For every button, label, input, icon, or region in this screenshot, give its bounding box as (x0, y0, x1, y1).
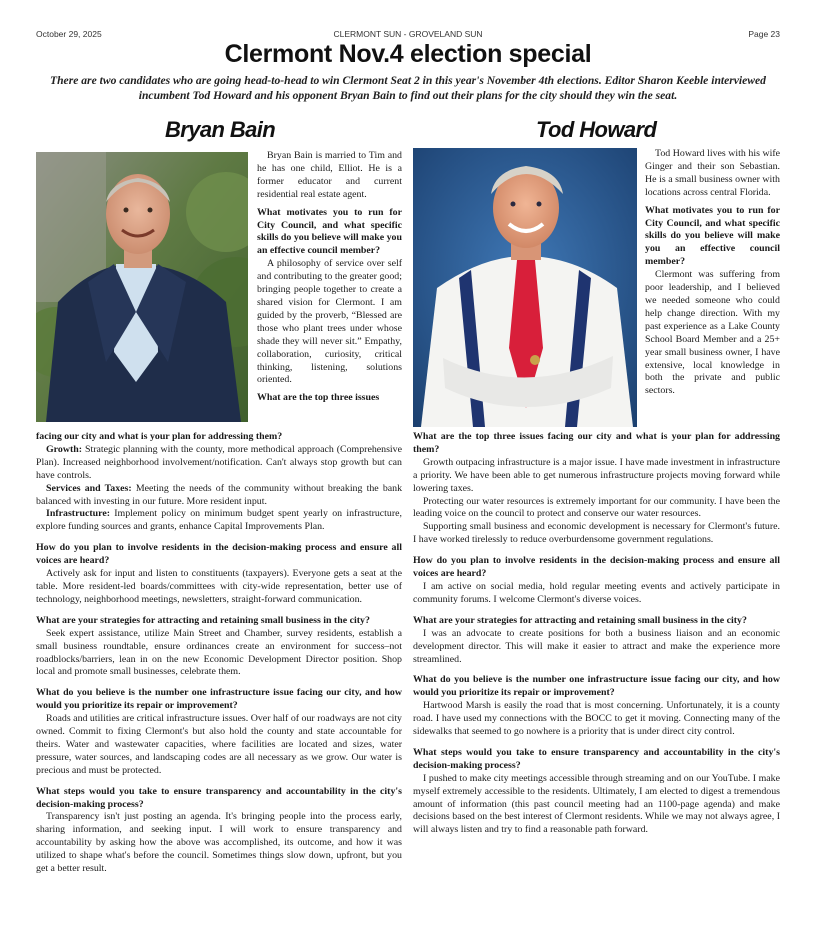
howard-answer-2a: Growth outpacing infrastructure is a major issue. I have made investment in infrastructure a priority. We have been able to get numerous infrastructure projects moving forward while lowering taxes. (413, 456, 780, 494)
howard-answer-6: I pushed to make city meetings accessible through streaming and on our YouTube. I make myself extremely accessible to the residents. Ultimately, I am elected to digest a tremendous amount of information (this past council meeting had an 1100-page agenda) and make decisions based on the best interest of Clermont residents. While we may not always agree, I will always listen and try to find a reasonable path forward. (413, 772, 780, 836)
howard-narrow-column (645, 148, 780, 398)
bain-answer-growth (36, 444, 402, 483)
howard-answer-2c: Supporting small business and economic development is necessary for Clermont's future. I have worked tirelessly to reduce overburdensome government regulations. (413, 521, 780, 546)
page-title: Clermont Nov.4 election special (224, 40, 592, 68)
howard-answer-4: I was an advocate to create positions for both a business liaison and an economic development director. This will make it easier to attract and make the experience more streamlined. (413, 627, 780, 665)
bain-question-2-end: facing our city and what is your plan for addressing them? (36, 431, 283, 442)
bain-photo (36, 152, 248, 422)
infrastructure-label: Infrastructure: (46, 508, 110, 520)
candidate-name-bain: Bryan Bain (165, 117, 276, 142)
bain-answer-services (36, 483, 402, 509)
bain-narrow-column (257, 150, 402, 405)
bain-question-4: What are your strategies for attracting and retaining small business in the city? (36, 614, 370, 626)
bain-answer-infrastructure (36, 508, 402, 534)
howard-question-3: How do you plan to involve residents in the decision-making process and ensure all voices are heard? (413, 555, 780, 580)
page-number: Page 23 (748, 29, 780, 39)
article-deck: There are two candidates who are going head-to-head to win Clermont Seat 2 in this year's November 4th elections. Editor Sharon Keeble interviewed incumbent Tod Howard and his opponent Bryan Bain to find out their plans for the city should they win the seat. (50, 74, 766, 102)
services-text: Meeting the needs of the community without breaking the bank balanced with investing in our future. More resident input. (36, 482, 403, 507)
bain-answer-5: Roads and utilities are critical infrastructure issues. Over half of our roadways are not city owned. Commit to fixing Clermont's but also hold the county and state accountable for theirs. Water and wastewater capacities, where facilities are located and sizes, water pressure, water sources, and landscaping codes are all necessary as we grow. Our water is precious and must be protected. (36, 713, 402, 776)
bain-answer-4: Seek expert assistance, utilize Main Street and Chamber, survey residents, establish a small business roundtable, ensure ordinances create an environment for success–not roadblocks/barriers, lean in on the new Economic Development Director position. Shop local and promote small businesses, celebrate them. (36, 627, 402, 678)
howard-question-6: What steps would you take to ensure transparency and accountability in the city's decision-making process? (413, 746, 780, 771)
bain-portrait-image (36, 152, 248, 422)
bain-question-1: What motivates you to run for City Council, and what specific skills do you believe will make you an effective council member? (257, 206, 402, 257)
howard-question-2: What are the top three issues facing our city and what is your plan for addressing them? (413, 431, 780, 455)
bain-question-6: What steps would you take to ensure transparency and accountability in the city's decision-making process? (36, 785, 402, 810)
howard-answer-5: Hartwood Marsh is easily the road that is most concerning. Unfortunately, it is a county road. I have used my connections with the BOCC to get it moving. Connecting many of the sidewalks that seemed to go nowhere is a priority that is under direct city control. (413, 700, 780, 738)
growth-text: Strategic planning with the county, more methodical approach (Comprehensive Plan). Increased neighborhood involvement/notification. Can't always stop growth but can have controls. (36, 443, 402, 481)
howard-answer-2b: Protecting our water resources is extremely important for our community. I have been the leading voice on the council to protect and conserve our water resources. (413, 495, 780, 520)
bain-question-3: How do you plan to involve residents in the decision-making process and ensure all voices are heard? (36, 542, 402, 567)
bain-question-5: What do you believe is the number one infrastructure issue facing our city, and how would you prioritize its repair or improvement? (36, 687, 402, 712)
bain-bio: Bryan Bain is married to Tim and he has one child, Elliot. He is a former educator and current residential real estate agent. (257, 150, 402, 200)
candidate-name-howard: Tod Howard (536, 117, 657, 142)
bain-main-column (36, 431, 402, 876)
bain-answer-6: Transparency isn't just posting an agenda. It's bringing people into the process early, sharing information, and seeking input. I will work to ensure transparency and accountability by asking how the above was accomplished, its outcome, and how it was utilized to shape what's before the council. Sometimes things slow down, upfront, but you get a better result. (36, 811, 402, 875)
bain-question-2-start: What are the top three issues (257, 392, 380, 404)
growth-label: Growth: (46, 443, 83, 455)
howard-main-column (413, 431, 780, 837)
howard-answer-1: Clermont was suffering from poor leadership, and I believed we needed someone who could help change direction. With my past experience as a Lake County School Board Member and a 25+ year small business owner, I have extensive, local knowledge in both the private and public sectors. (645, 269, 780, 397)
howard-answer-3: I am active on social media, hold regular meeting events and actively participate in community forums. I welcome Clermont's diverse voices. (413, 580, 780, 605)
infrastructure-text: Implement policy on minimum budget spent yearly on infrastructure, explore funding sources and grants, enhance Capital Improvements Plan. (36, 508, 403, 533)
howard-photo (413, 148, 637, 427)
howard-question-5: What do you believe is the number one infrastructure issue facing our city, and how would you prioritize its repair or improvement? (413, 674, 780, 699)
bain-answer-3: Actively ask for input and listen to constituents (taxpayers). Everyone gets a seat at the table. More resident-led boards/committees with city-wide representation, better use of technology, neighborhood meetings, newsletters, straight-forward communication. (36, 568, 402, 605)
howard-portrait-image (413, 148, 637, 427)
howard-question-4: What are your strategies for attracting and retaining small business in the city? (413, 614, 747, 626)
bain-answer-1: A philosophy of service over self and contributing to the greater good; bringing people together to create a shared vision for Clermont. I am guided by the proverb, “Blessed are those who plant trees under whose shade they will never sit.” Empathy, collaboration, curiosity, critical thinking, listening, solutions oriented. (257, 258, 402, 386)
howard-bio: Tod Howard lives with his wife Ginger and their son Sebastian. He is a small business owner with locations across central Florida. (645, 148, 780, 198)
services-label: Services and Taxes: (46, 482, 132, 494)
howard-question-1: What motivates you to run for City Council, and what specific skills do you believe will make you an effective council member? (645, 204, 780, 268)
publication-name: CLERMONT SUN - GROVELAND SUN (333, 29, 483, 39)
issue-date: October 29, 2025 (36, 29, 102, 39)
